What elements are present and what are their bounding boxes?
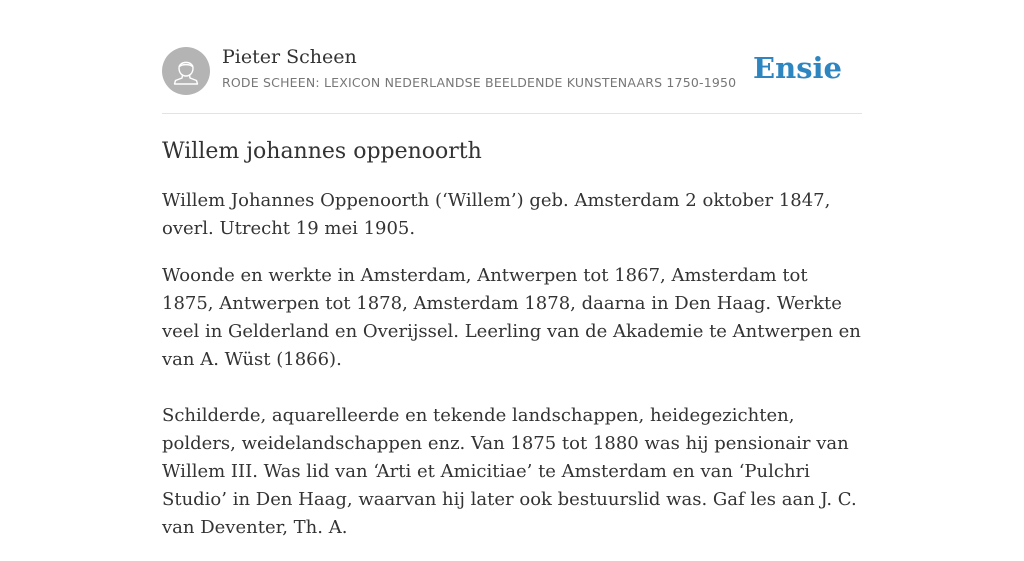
article-title: Willem johannes oppenoorth <box>162 139 482 164</box>
article-paragraph: Woonde en werkte in Amsterdam, Antwerpen tot 1867, Amsterdam tot 1875, Antwerpen tot 1878, Amsterdam 1878, daarna in Den Haag. Werkte veel in Gelderland en Overijssel. Leerling van de Akademie te Antwerpen en van A. Wüst (1866). <box>162 265 861 370</box>
article-paragraph: Schilderde, aquarelleerde en tekende landschappen, heidegezichten, polders, weidelandschappen enz. Van 1875 tot 1880 was hij pensionair van Willem III. Was lid van ‘Arti et Amicitiae’ te Amsterdam en van ‘Pulchri Studio’ in Den Haag, waarvan hij later ook bestuurslid was. Gaf les aan J. C. van Deventer, Th. A. <box>162 405 857 538</box>
article-paragraph: Willem Johannes Oppenoorth (‘Willem’) geb. Amsterdam 2 oktober 1847, overl. Utrecht 19 mei 1905. <box>162 190 831 239</box>
ensie-logo[interactable]: Ensie <box>753 51 842 85</box>
user-placeholder-icon <box>162 47 210 95</box>
article-header <box>162 46 862 96</box>
header-divider <box>162 113 862 114</box>
article-body <box>162 135 862 561</box>
author-name[interactable]: Pieter Scheen <box>222 46 357 68</box>
author-avatar[interactable] <box>162 47 210 95</box>
source-label[interactable]: RODE SCHEEN: LEXICON NEDERLANDSE BEELDENDE KUNSTENAARS 1750-1950 <box>222 75 737 90</box>
